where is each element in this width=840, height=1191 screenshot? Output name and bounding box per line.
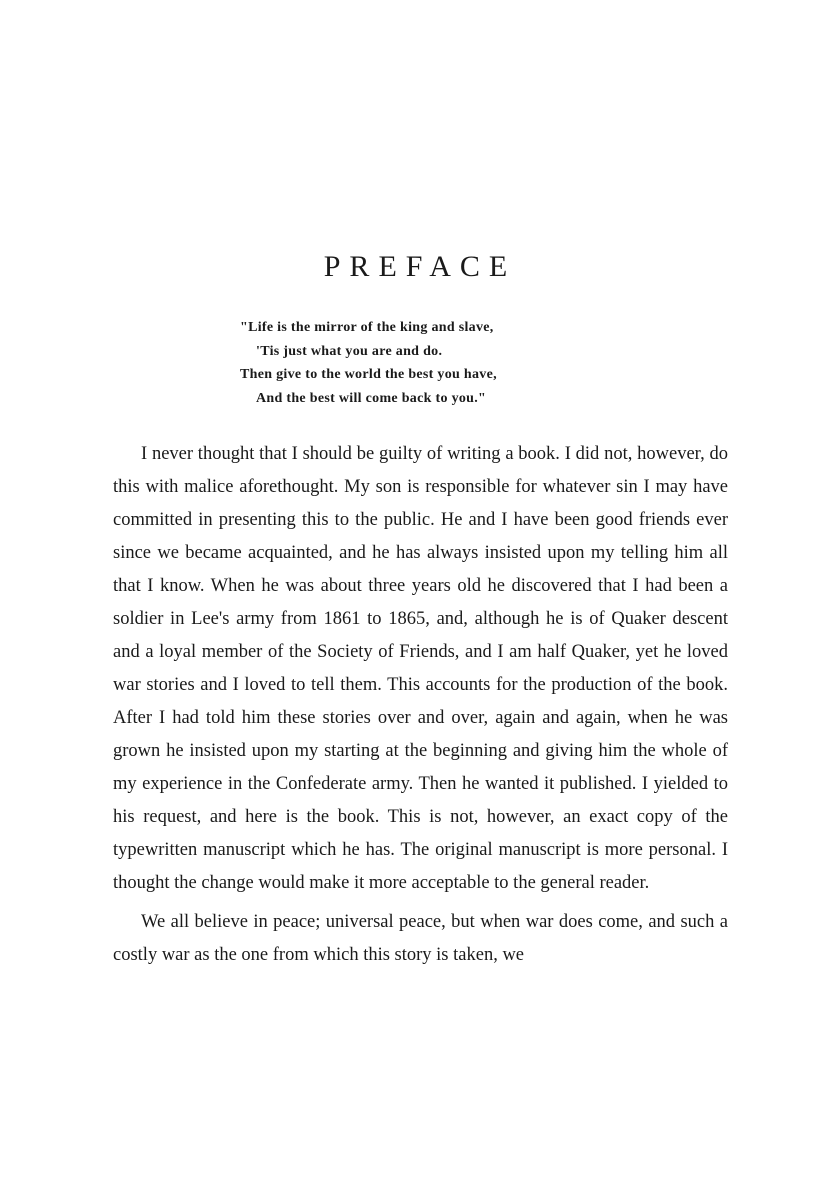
paragraph: I never thought that I should be guilty of writing a book. I did not, however, do this with malice aforethought. My son is responsible for whatever sin I may have committed in presenting this to the public. He and I have been good friends ever since we became acquainted, and he has always insisted upon my telling him all that I know. When he was about three years old he discovered that I had been a soldier in Lee's army from 1861 to 1865, and, although he is of Quaker descent and a loyal member of the Society of Friends, and I am half Quaker, yet he loved war stories and I loved to tell them. This accounts for the production of the book. After I had told him these stories over and over, again and again, when he was grown he insisted upon my starting at the beginning and giving him the whole of my experience in the Confederate army. Then he wanted it published. I yielded to his request, and here is the book. This is not, however, an exact copy of the typewritten manuscript which he has. The original manuscript is more personal. I thought the change would make it more acceptable to the general reader. [113,444,728,893]
epigraph-line: And the best will come back to you." [256,390,487,406]
page-title: PREFACE [323,250,517,283]
epigraph-line: "Life is the mirror of the king and slave, [240,320,494,335]
preface-body [113,438,728,972]
epigraph [240,316,620,410]
paragraph: We all believe in peace; universal peace, but when war does come, and such a costly war as the one from which this story is taken, we [113,912,728,965]
epigraph-line: Then give to the world the best you have, [240,367,497,382]
epigraph-line: 'Tis just what you are and do. [256,343,443,359]
